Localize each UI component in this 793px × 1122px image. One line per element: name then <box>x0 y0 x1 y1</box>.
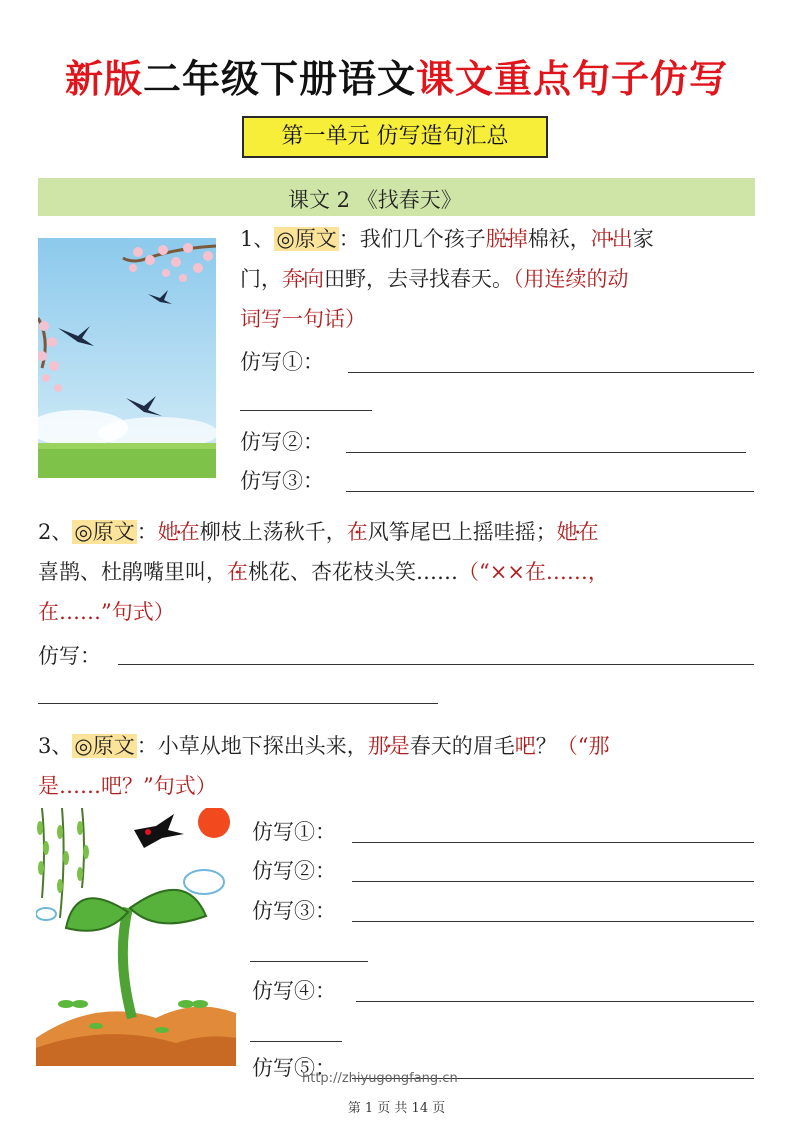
spring-sky-illustration <box>38 238 216 478</box>
item1-imitation-label-3: 仿写③： <box>240 469 324 493</box>
item1-text-1: ：我们几个孩子 <box>338 227 486 251</box>
title-part-3: 课文重点句子仿写 <box>416 57 729 101</box>
item1-line2 <box>240 259 629 299</box>
item3-hint-2: 是……吧？”句式） <box>38 774 217 798</box>
item1-imitation-label-1: 仿写①： <box>240 350 324 374</box>
item3-imitation-label-1: 仿写①： <box>252 820 336 844</box>
item3-answer-line-1[interactable] <box>352 842 754 843</box>
item1-text-3: 家 <box>632 227 654 251</box>
title-part-2: 二年级下册语文 <box>142 57 416 101</box>
item1-line1 <box>240 219 654 259</box>
item3-original-tag: ◎原文 <box>74 734 135 758</box>
item1-keyword-2: 冲出 • <box>591 227 633 251</box>
lesson-bar <box>38 178 755 216</box>
item2-keyword-3: 她在 • <box>557 520 599 544</box>
item2-text-1: 柳枝上荡秋千， <box>199 520 347 544</box>
item2-hint-1: （“××在……， <box>458 560 609 584</box>
item2-line2 <box>38 552 609 592</box>
item2-original-tag: ◎原文 <box>74 520 135 544</box>
unit-title: 第一单元 仿写造句汇总 <box>242 116 548 158</box>
sprout-illustration <box>36 808 236 1066</box>
item2-answer-line-2[interactable] <box>38 703 438 704</box>
item1-text-5: 田野，去寻找春天。 <box>324 267 513 291</box>
lesson-title: 课文 2 《找春天》 <box>288 188 462 212</box>
item2-hint-2: 在……”句式） <box>38 600 175 624</box>
item3-text-2: 春天的眉毛 <box>409 734 515 758</box>
item2-answer-line-1[interactable] <box>118 664 754 665</box>
item3-text-3: ？ <box>535 734 557 758</box>
item1-number: 1、 <box>240 227 275 251</box>
item2-text-2: 风筝尾巴上摇哇摇； <box>367 520 557 544</box>
item1-text-4: 门， <box>240 267 282 291</box>
item2-colon: ： <box>136 520 158 544</box>
item1-answer-line-3[interactable] <box>346 491 754 492</box>
page-number: 第 1 页 共 14 页 <box>347 1101 446 1116</box>
footer-url: http://zhiyugongfang.cn <box>302 1071 458 1086</box>
item1-answer-line-2[interactable] <box>346 452 746 453</box>
item1-imitation-label-2: 仿写②： <box>240 430 324 454</box>
item3-line1 <box>38 726 609 766</box>
item3-answer-line-2[interactable] <box>352 881 754 882</box>
item3-imitation-label-4: 仿写④： <box>252 979 336 1003</box>
item1-answer-line-1b[interactable] <box>240 410 372 411</box>
item3-keyword-2: 吧 • <box>515 734 536 758</box>
item1-keyword-1: 脱掉 • <box>486 227 528 251</box>
item3-number: 3、 <box>38 734 73 758</box>
title-part-1: 新版 <box>64 57 143 101</box>
item3-imitation-label-3: 仿写③： <box>252 899 336 923</box>
page-title <box>0 48 793 103</box>
item3-imitation-label-2: 仿写②： <box>252 859 336 883</box>
item1-text-2: 棉袄， <box>527 227 591 251</box>
item2-text-3: 喜鹊、杜鹃嘴里叫， <box>38 560 227 584</box>
item2-keyword-2: 在 • <box>347 520 368 544</box>
item1-hint-1: （用连续的动 <box>513 267 629 291</box>
item2-text-4: 桃花、杏花枝头笑…… <box>248 560 458 584</box>
item2-number: 2、 <box>38 520 73 544</box>
item1-hint-2: 词写一句话） <box>240 307 366 331</box>
item3-answer-line-4a[interactable] <box>356 1001 754 1002</box>
item3-keyword-1: 那是 • <box>368 734 410 758</box>
item1-original-tag: ◎原文 <box>276 227 337 251</box>
item3-imitation-label-5: 仿写⑤： <box>252 1056 336 1080</box>
item3-answer-line-3b[interactable] <box>250 961 368 962</box>
item2-keyword-4: 在 • <box>227 560 248 584</box>
item3-answer-line-3a[interactable] <box>352 921 754 922</box>
item3-text-1: ：小草从地下探出头来， <box>136 734 368 758</box>
item3-answer-line-4b[interactable] <box>250 1041 342 1042</box>
item1-keyword-3: 奔向 • <box>282 267 324 291</box>
item1-answer-line-1a[interactable] <box>348 372 754 373</box>
item3-hint-1: （“那 <box>556 734 610 758</box>
item2-imitation-label: 仿写： <box>38 644 101 668</box>
item2-line1 <box>38 512 599 552</box>
item2-keyword-1: 她在 • <box>158 520 200 544</box>
